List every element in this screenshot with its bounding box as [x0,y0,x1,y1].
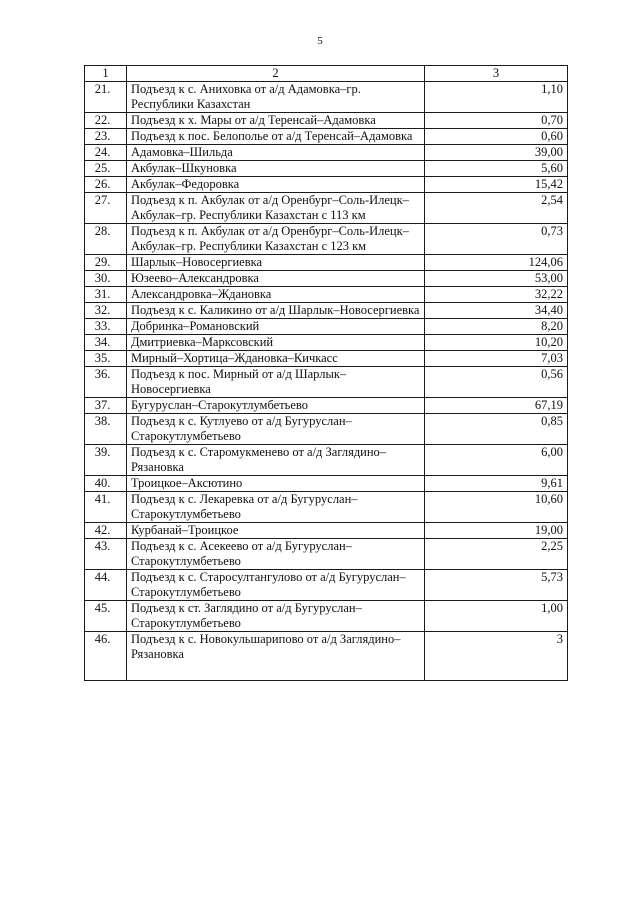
row-number: 45. [85,601,127,632]
road-length: 53,00 [425,271,568,287]
road-length: 0,70 [425,113,568,129]
row-number: 22. [85,113,127,129]
road-name: Бугуруслан–Старокутлумбетьево [127,398,425,414]
road-length: 2,54 [425,193,568,224]
road-length: 10,60 [425,492,568,523]
road-name: Акбулак–Шкуновка [127,161,425,177]
road-length: 3 [425,632,568,681]
row-number: 43. [85,539,127,570]
table-row [85,398,568,414]
row-number: 32. [85,303,127,319]
road-name: Шарлык–Новосергиевка [127,255,425,271]
table-row [85,113,568,129]
road-length: 8,20 [425,319,568,335]
row-number: 21. [85,82,127,113]
table-row [85,335,568,351]
table-row [85,367,568,398]
row-number: 33. [85,319,127,335]
road-name: Подъезд к х. Мары от а/д Теренсай–Адамовка [127,113,425,129]
row-number: 28. [85,224,127,255]
road-length: 6,00 [425,445,568,476]
road-length: 32,22 [425,287,568,303]
table-body [85,82,568,681]
road-length: 10,20 [425,335,568,351]
table-row [85,570,568,601]
table-row [85,193,568,224]
header-length: 3 [425,66,568,82]
road-name: Подъезд к пос. Мирный от а/д Шарлык–Новосергиевка [127,367,425,398]
row-number: 31. [85,287,127,303]
road-length: 1,10 [425,82,568,113]
road-length: 7,03 [425,351,568,367]
table-row [85,145,568,161]
road-length: 5,60 [425,161,568,177]
row-number: 23. [85,129,127,145]
road-length: 15,42 [425,177,568,193]
road-name: Подъезд к с. Аниховка от а/д Адамовка–гр. Республики Казахстан [127,82,425,113]
row-number: 35. [85,351,127,367]
road-name: Подъезд к ст. Заглядино от а/д Бугуруслан–Старокутлумбетьево [127,601,425,632]
road-length: 9,61 [425,476,568,492]
row-number: 25. [85,161,127,177]
road-length: 39,00 [425,145,568,161]
road-name: Подъезд к с. Каликино от а/д Шарлык–Новосергиевка [127,303,425,319]
table-row [85,319,568,335]
road-name: Мирный–Хортица–Ждановка–Кичкасс [127,351,425,367]
road-length: 2,25 [425,539,568,570]
table-row [85,161,568,177]
road-name: Подъезд к пос. Белополье от а/д Теренсай–Адамовка [127,129,425,145]
row-number: 37. [85,398,127,414]
row-number: 39. [85,445,127,476]
road-name: Подъезд к с. Лекаревка от а/д Бугуруслан–Старокутлумбетьево [127,492,425,523]
road-name: Подъезд к с. Кутлуево от а/д Бугуруслан–Старокутлумбетьево [127,414,425,445]
table-row [85,632,568,681]
road-length: 34,40 [425,303,568,319]
header-road-name: 2 [127,66,425,82]
row-number: 26. [85,177,127,193]
row-number: 41. [85,492,127,523]
road-length: 124,06 [425,255,568,271]
row-number: 46. [85,632,127,681]
table-row [85,476,568,492]
road-name: Юзеево–Александровка [127,271,425,287]
table-row [85,255,568,271]
table-row [85,351,568,367]
row-number: 40. [85,476,127,492]
road-name: Добринка–Романовский [127,319,425,335]
table-row [85,414,568,445]
road-name: Александровка–Ждановка [127,287,425,303]
roads-table [84,65,568,681]
road-length: 0,60 [425,129,568,145]
row-number: 24. [85,145,127,161]
table-row [85,601,568,632]
road-name: Дмитриевка–Марксовский [127,335,425,351]
row-number: 29. [85,255,127,271]
road-length: 0,73 [425,224,568,255]
header-number: 1 [85,66,127,82]
row-number: 38. [85,414,127,445]
table-row [85,445,568,476]
table-row [85,539,568,570]
road-length: 0,56 [425,367,568,398]
road-length: 1,00 [425,601,568,632]
road-name: Подъезд к с. Старомукменево от а/д Заглядино–Рязановка [127,445,425,476]
road-length: 67,19 [425,398,568,414]
table-header-row [85,66,568,82]
table-row [85,82,568,113]
table-row [85,271,568,287]
page-number: 5 [317,35,323,47]
row-number: 34. [85,335,127,351]
road-name: Подъезд к с. Асекеево от а/д Бугуруслан–Старокутлумбетьево [127,539,425,570]
table-row [85,129,568,145]
table-row [85,492,568,523]
row-number: 30. [85,271,127,287]
row-number: 36. [85,367,127,398]
road-name: Курбанай–Троицкое [127,523,425,539]
road-name: Адамовка–Шильда [127,145,425,161]
table-row [85,303,568,319]
table-row [85,224,568,255]
table-row [85,287,568,303]
table-row [85,177,568,193]
road-name: Подъезд к п. Акбулак от а/д Оренбург–Соль-Илецк–Акбулак–гр. Республики Казахстан с 123 км [127,224,425,255]
road-name: Троицкое–Аксютино [127,476,425,492]
road-name: Подъезд к п. Акбулак от а/д Оренбург–Соль-Илецк–Акбулак–гр. Республики Казахстан с 113 км [127,193,425,224]
road-length: 19,00 [425,523,568,539]
road-length: 0,85 [425,414,568,445]
row-number: 42. [85,523,127,539]
road-name: Подъезд к с. Старосултангулово от а/д Бугуруслан–Старокутлумбетьево [127,570,425,601]
table-row [85,523,568,539]
row-number: 27. [85,193,127,224]
road-name: Акбулак–Федоровка [127,177,425,193]
road-name: Подъезд к с. Новокульшарипово от а/д Заглядино–Рязановка [127,632,425,681]
road-length: 5,73 [425,570,568,601]
row-number: 44. [85,570,127,601]
